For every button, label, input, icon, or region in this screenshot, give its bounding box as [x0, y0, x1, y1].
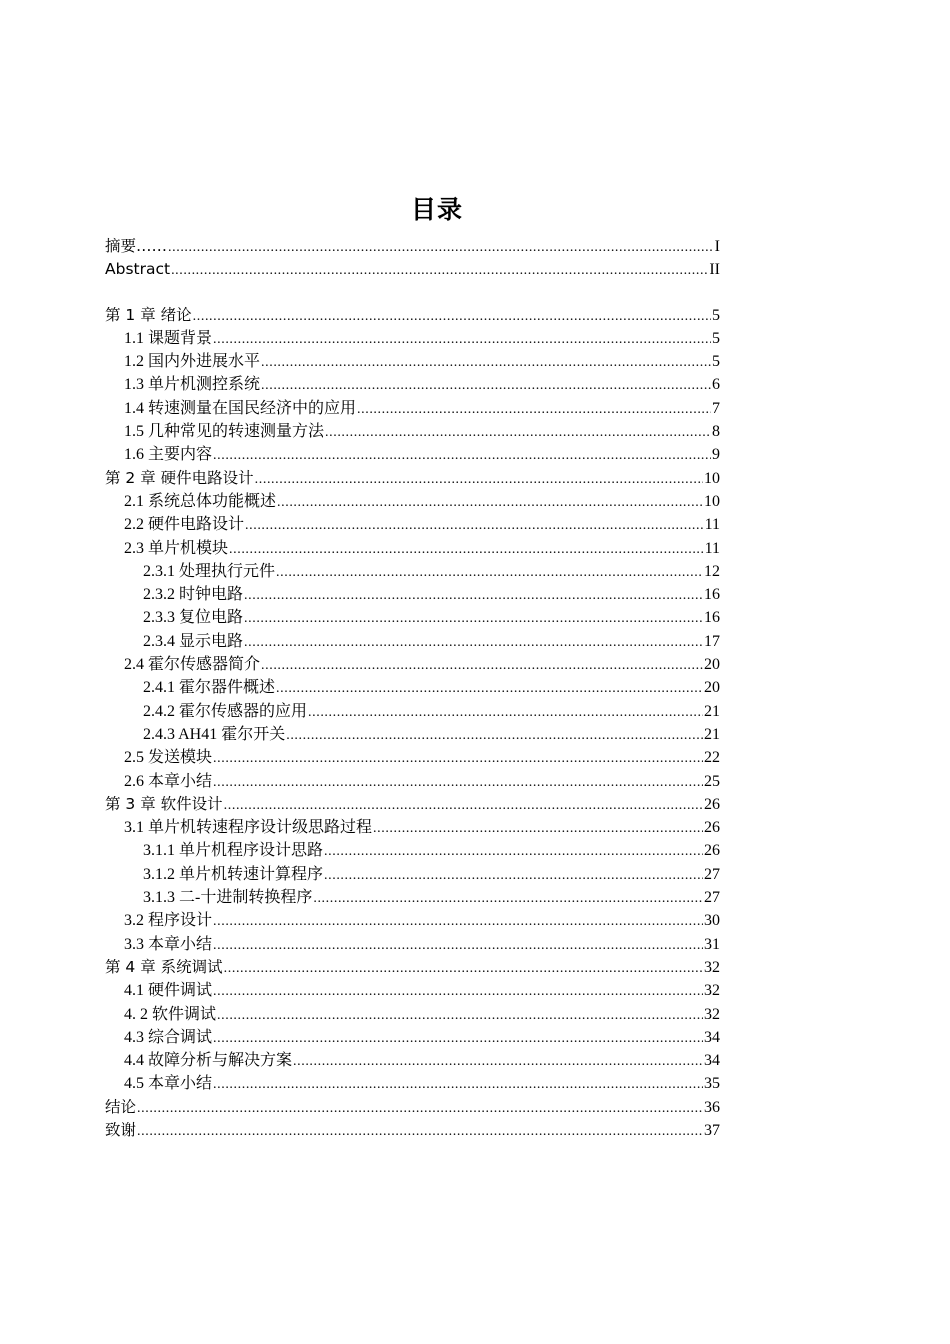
- toc-entry-label: 3.1.3 二-十进制转换程序: [143, 889, 313, 907]
- toc-entry-page-number: 36: [704, 1098, 720, 1116]
- toc-entry[interactable]: [105, 886, 720, 909]
- toc-entry[interactable]: [105, 746, 720, 769]
- toc-entry-label: Abstract: [105, 260, 171, 279]
- toc-entry[interactable]: [105, 1049, 720, 1072]
- toc-entry-page-number: 26: [704, 819, 720, 837]
- toc-entry-page-number: 16: [704, 609, 720, 627]
- toc-entry-label: 2.3.1 处理执行元件: [143, 562, 276, 580]
- toc-entry-label: 2.5 发送模块: [124, 749, 213, 767]
- toc-entry-page-number: 20: [704, 679, 720, 697]
- toc-entry-label: 致谢: [105, 1120, 137, 1139]
- toc-entry[interactable]: [105, 1026, 720, 1049]
- toc-entry[interactable]: [105, 770, 720, 793]
- toc-entry[interactable]: [105, 979, 720, 1002]
- toc-dot-leader: [213, 747, 703, 770]
- toc-dot-leader: [357, 398, 711, 421]
- toc-dot-leader: [224, 957, 703, 980]
- toc-entry-label: 2.6 本章小结: [124, 772, 213, 790]
- toc-dot-leader: [244, 584, 703, 607]
- toc-entry[interactable]: [105, 909, 720, 932]
- toc-entry[interactable]: [105, 490, 720, 513]
- toc-entry-page-number: 25: [704, 772, 720, 790]
- toc-entry[interactable]: [105, 327, 720, 350]
- toc-entry-label: 2.2 硬件电路设计: [124, 516, 245, 534]
- toc-entry-label: 结论: [105, 1097, 137, 1116]
- toc-entry-label: 第 4 章 系统调试: [105, 957, 223, 976]
- toc-entry[interactable]: [105, 630, 720, 653]
- toc-dot-leader: [325, 421, 711, 444]
- toc-entry-page-number: 27: [704, 865, 720, 883]
- toc-entry-page-number: 27: [704, 889, 720, 907]
- toc-entry-label: 第 3 章 软件设计: [105, 794, 223, 813]
- toc-entry[interactable]: [105, 467, 720, 490]
- toc-dot-leader: [244, 607, 703, 630]
- toc-entry[interactable]: [105, 816, 720, 839]
- toc-dot-leader: [286, 724, 703, 747]
- toc-entry-page-number: 11: [704, 516, 720, 534]
- toc-entry-label: 2.3 单片机模块: [124, 539, 229, 557]
- toc-entry-page-number: 7: [712, 399, 720, 417]
- toc-dot-leader: [324, 864, 703, 887]
- toc-entry-page-number: 20: [704, 656, 720, 674]
- toc-entry[interactable]: [105, 537, 720, 560]
- toc-entry-page-number: 32: [704, 1005, 720, 1023]
- toc-entry[interactable]: [105, 956, 720, 979]
- toc-entry-page-number: 9: [712, 446, 720, 464]
- toc-entry-label: 4.1 硬件调试: [124, 982, 213, 1000]
- toc-entry-label: 1.2 国内外进展水平: [124, 353, 261, 371]
- toc-entry[interactable]: [105, 304, 720, 327]
- toc-entry[interactable]: [105, 933, 720, 956]
- toc-entry[interactable]: [105, 583, 720, 606]
- toc-entry-page-number: 26: [704, 842, 720, 860]
- toc-entry[interactable]: [105, 443, 720, 466]
- toc-entry-label: 4.5 本章小结: [124, 1075, 213, 1093]
- toc-entry[interactable]: [105, 1003, 720, 1026]
- toc-entry-label: 2.1 系统总体功能概述: [124, 492, 277, 510]
- toc-entry-label: 2.4 霍尔传感器简介: [124, 656, 261, 674]
- toc-entry-page-number: 26: [704, 795, 720, 813]
- toc-entry[interactable]: [105, 839, 720, 862]
- toc-entry-label: 摘要……: [105, 237, 168, 255]
- toc-dot-leader: [245, 514, 704, 537]
- toc-entry-page-number: 17: [704, 632, 720, 650]
- toc-entry[interactable]: [105, 723, 720, 746]
- toc-entry-page-number: 35: [704, 1075, 720, 1093]
- toc-dot-leader: [244, 631, 703, 654]
- toc-entry-page-number: 21: [704, 725, 720, 743]
- toc-entry-label: 2.3.4 显示电路: [143, 632, 244, 650]
- toc-dot-leader: [168, 236, 714, 259]
- toc-entry-page-number: 10: [704, 492, 720, 510]
- toc-entry-page-number: 6: [712, 376, 720, 394]
- toc-entry-label: 2.4.3 AH41 霍尔开关: [143, 725, 286, 743]
- toc-entry[interactable]: [105, 793, 720, 816]
- toc-dot-leader: [277, 491, 703, 514]
- toc-entry-label: 3.1.1 单片机程序设计思路: [143, 842, 324, 860]
- toc-entry-page-number: 32: [704, 958, 720, 976]
- toc-entry-page-number: II: [709, 261, 720, 279]
- toc-dot-leader: [308, 701, 703, 724]
- toc-dot-leader: [213, 771, 703, 794]
- toc-spacer: [105, 282, 720, 304]
- toc-entry-label: 4.4 故障分析与解决方案: [124, 1052, 293, 1070]
- toc-entry[interactable]: [105, 397, 720, 420]
- toc-entry-label: 2.4.2 霍尔传感器的应用: [143, 702, 308, 720]
- toc-entry[interactable]: [105, 420, 720, 443]
- toc-entry[interactable]: [105, 373, 720, 396]
- toc-entry-page-number: I: [714, 238, 720, 255]
- toc-dot-leader: [213, 444, 711, 467]
- toc-entry-label: 第 1 章 绪论: [105, 305, 192, 324]
- toc-dot-leader: [255, 468, 703, 491]
- toc-dot-leader: [276, 677, 703, 700]
- toc-entry-label: 第 2 章 硬件电路设计: [105, 468, 254, 487]
- toc-entry[interactable]: [105, 235, 720, 258]
- toc-entry-label: 4. 2 软件调试: [124, 1005, 217, 1023]
- toc-entry[interactable]: [105, 1072, 720, 1095]
- toc-dot-leader: [213, 934, 703, 957]
- toc-dot-leader: [276, 561, 703, 584]
- toc-dot-leader: [213, 328, 711, 351]
- toc-entry[interactable]: [105, 863, 720, 886]
- toc-dot-leader: [224, 794, 703, 817]
- toc-entry-page-number: 34: [704, 1028, 720, 1046]
- toc-entry-label: 1.5 几种常见的转速测量方法: [124, 423, 325, 441]
- toc-entry[interactable]: [105, 606, 720, 629]
- toc-entry-page-number: 16: [704, 586, 720, 604]
- toc-entry-label: 1.3 单片机测控系统: [124, 376, 261, 394]
- toc-dot-leader: [324, 840, 703, 863]
- toc-entry-label: 2.3.3 复位电路: [143, 609, 244, 627]
- toc-dot-leader: [213, 910, 703, 933]
- toc-entry-page-number: 37: [704, 1121, 720, 1139]
- toc-entry[interactable]: [105, 653, 720, 676]
- toc-dot-leader: [229, 538, 704, 561]
- toc-entry-label: 1.4 转速测量在国民经济中的应用: [124, 399, 357, 417]
- toc-dot-leader: [261, 374, 711, 397]
- toc-entry-page-number: 22: [704, 749, 720, 767]
- toc-entry-label: 3.2 程序设计: [124, 912, 213, 930]
- toc-dot-leader: [373, 817, 703, 840]
- toc-entry-page-number: 21: [704, 702, 720, 720]
- toc-entry-label: 3.1 单片机转速程序设计级思路过程: [124, 819, 373, 837]
- toc-entry[interactable]: [105, 513, 720, 536]
- toc-entry-label: 2.4.1 霍尔器件概述: [143, 679, 276, 697]
- toc-entry-page-number: 32: [704, 982, 720, 1000]
- toc-entry[interactable]: [105, 258, 720, 281]
- toc-entry-label: 4.3 综合调试: [124, 1028, 213, 1046]
- toc-dot-leader: [137, 1120, 703, 1143]
- toc-entry-page-number: 11: [704, 539, 720, 557]
- toc-dot-leader: [171, 259, 708, 282]
- toc-entry[interactable]: [105, 560, 720, 583]
- toc-entry-page-number: 30: [704, 912, 720, 930]
- toc-entry-page-number: 5: [712, 353, 720, 371]
- toc-entry-page-number: 12: [704, 562, 720, 580]
- toc-entry[interactable]: [105, 350, 720, 373]
- toc-dot-leader: [193, 305, 711, 328]
- toc-entry-page-number: 5: [712, 329, 720, 347]
- toc-entry-label: 2.3.2 时钟电路: [143, 586, 244, 604]
- toc-entry[interactable]: [105, 700, 720, 723]
- toc-dot-leader: [213, 1027, 703, 1050]
- toc-entry-label: 1.1 课题背景: [124, 329, 213, 347]
- toc-entry-label: 3.1.2 单片机转速计算程序: [143, 865, 324, 883]
- toc-dot-leader: [213, 980, 703, 1003]
- toc-entry[interactable]: [105, 1096, 720, 1119]
- toc-dot-leader: [213, 1073, 703, 1096]
- toc-dot-leader: [261, 351, 711, 374]
- toc-entry-page-number: 34: [704, 1052, 720, 1070]
- toc-dot-leader: [261, 654, 703, 677]
- toc-entry-page-number: 31: [704, 935, 720, 953]
- toc-entry-label: 3.3 本章小结: [124, 935, 213, 953]
- toc-entry-page-number: 5: [712, 306, 720, 324]
- toc-entry[interactable]: [105, 1119, 720, 1142]
- toc-dot-leader: [217, 1004, 703, 1027]
- toc-entry-label: 1.6 主要内容: [124, 446, 213, 464]
- toc-dot-leader: [137, 1097, 703, 1120]
- toc-entry[interactable]: [105, 676, 720, 699]
- toc-entry-page-number: 10: [704, 469, 720, 487]
- table-of-contents: [105, 235, 720, 1142]
- toc-dot-leader: [313, 887, 703, 910]
- page-title: 目录: [410, 195, 463, 224]
- toc-entry-page-number: 8: [712, 423, 720, 441]
- toc-dot-leader: [293, 1050, 703, 1073]
